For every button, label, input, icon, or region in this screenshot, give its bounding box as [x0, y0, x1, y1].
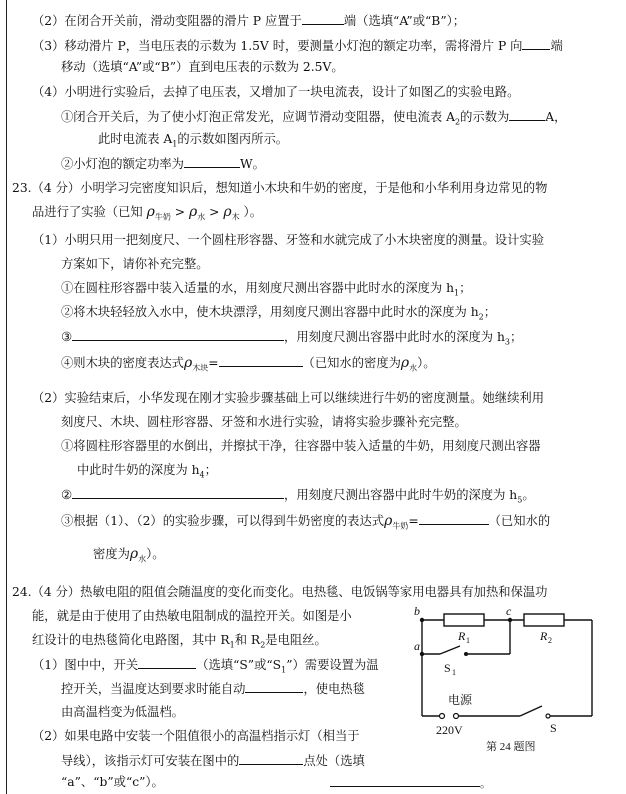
node-c [508, 618, 512, 622]
answer-blank[interactable] [419, 512, 489, 525]
node-b [420, 618, 424, 622]
label-source: 电源 [448, 693, 473, 707]
label-r1-sub: 1 [466, 636, 470, 645]
q23-step1: ①在圆柱形容器中装入适量的水，用刻度尺测出容器中此时水的深度为 $h_1$； [61, 281, 472, 298]
q24-heading-line2: 能，就是由于使用了由热敏电阻制成的温控开关。如图是小 [32, 609, 352, 623]
q22-part4-step1: ①闭合开关后，为了使小灯泡正常发光，应调节滑动变阻器，使电流表 $A_2$的示数为 A， [61, 110, 567, 127]
q23-heading: 23.（4 分）小明学习完密度知识后，想知道小木块和牛奶的密度，于是他和小华利用身边常见的物 [12, 181, 548, 195]
q22-part4-step2: ②小灯泡的额定功率为 W。 [61, 157, 265, 171]
answer-blank[interactable] [522, 37, 550, 50]
answer-blank[interactable] [219, 354, 303, 367]
q23-step2: ②将木块轻轻放入水中，使木块漂浮，用刻度尺测出容器中此时水的深度为 $h_2$； [61, 305, 497, 322]
answer-blank[interactable] [302, 12, 344, 25]
q23-step3: ③ ，用刻度尺测出容器中此时水的深度为 $h_3$； [61, 330, 523, 347]
resistor-r2 [524, 614, 564, 626]
q24-part1-line3: 由高温档变为低温档。 [61, 705, 184, 719]
q23-heading-line2: 品进行了实验（已知 $\rho_{牛奶} > \rho_水 > \rho_木$ ）。 [32, 204, 262, 222]
label-s1: S [444, 661, 451, 675]
label-s1-sub: 1 [452, 668, 456, 677]
q23-part2-line2: 刻度尺、木块、圆柱形容器、牙签和水进行实验，请将实验步骤补充完整。 [61, 415, 467, 429]
answer-blank[interactable] [138, 656, 196, 669]
q22-part3-line2: 移动（选填“A”或“B”）直到电压表的示数为 2.5V。 [61, 60, 344, 74]
q22-part4-step1-line2: 此时电流表 $A_1$的示数如图丙所示。 [98, 132, 289, 149]
q23-milk-step1-line2: 中此时牛奶的深度为 $h_4$； [77, 463, 217, 480]
answer-blank[interactable] [72, 486, 284, 499]
q24-part1: （1）图中中，开关 （选填“S”或“$S_1$”）需要设置为温 [32, 658, 379, 675]
figure-caption: 第 24 题图 [486, 741, 536, 753]
q24-part2: （2）如果电路中安装一个阻值很小的高温档指示灯（相当于 [32, 729, 360, 743]
label-a: a [414, 639, 420, 653]
q22-part2: （2）在闭合开关前，滑动变阻器的滑片 P 应置于 端（选填“A”或“B”）； [32, 14, 466, 28]
label-s: S [550, 721, 557, 735]
q24-heading-line3: 红设计的电热毯简化电路图，其中 $R_1$和 $R_2$是电阻丝。 [32, 633, 327, 650]
q24-heading: 24.（4 分）热敏电阻的阻值会随温度的变化而变化。电热毯、电饭锅等家用电器具有加热和保温功 [12, 585, 548, 599]
q23-part1: （1）小明只用一把刻度尺、一个圆柱形容器、牙签和水就完成了小木块密度的测量。设计实验 [32, 233, 544, 247]
node-a [420, 652, 424, 656]
label-r2-sub: 2 [548, 636, 552, 645]
q23-part2: （2）实验结束后，小华发现在刚才实验步骤基础上可以继续进行牛奶的密度测量。她继续利用 [32, 391, 544, 405]
answer-blank[interactable] [245, 680, 303, 693]
q23-milk-step3: ③根据（1）、（2）的实验步骤，可以得到牛奶密度的表达式$\rho_{牛奶}=$ （已知水的 [61, 513, 551, 531]
label-b: b [414, 604, 420, 618]
resistor-r1 [444, 614, 484, 626]
answer-blank[interactable] [509, 108, 545, 121]
q24-part3: 。 [330, 774, 491, 792]
label-r1: R [458, 629, 466, 643]
circuit-diagram [400, 604, 610, 754]
q23-milk-step3-line2: 密度为$\rho_水$）。 [93, 546, 165, 564]
answer-blank[interactable] [184, 155, 240, 168]
label-c: c [506, 604, 512, 618]
q24-part2-line3: “a”、“b”或“c”）。 [61, 775, 164, 789]
q23-milk-step1: ①将圆柱形容器里的水倒出，并擦拭干净，往容器中装入适量的牛奶，用刻度尺测出容器 [61, 439, 541, 453]
q22-part3: （3）移动滑片 P，当电压表的示数为 1.5V 时，要测量小灯泡的额定功率，需将滑片 P 向 端 [32, 39, 563, 53]
answer-blank[interactable] [330, 774, 480, 787]
page-margin-line [6, 0, 7, 794]
label-voltage: 220V [436, 723, 463, 737]
q23-part1-line2: 方案如下，请你补充完整。 [61, 257, 209, 271]
answer-blank[interactable] [239, 752, 303, 765]
label-r2: R [540, 629, 548, 643]
q23-milk-step2: ② ，用刻度尺测出容器中此时牛奶的深度为 $h_5$。 [61, 488, 535, 505]
q24-part1-line2: 控开关，当温度达到要求时能自动 ，使电热毯 [61, 682, 365, 696]
answer-blank[interactable] [72, 328, 284, 341]
q24-part2-line2: 导线），该指示灯可安装在图中的 点处（选填 [61, 754, 365, 768]
q23-step4: ④则木块的密度表达式$\rho_{木块}=$ （已知水的密度为$\rho_水$）。 [61, 355, 436, 373]
q22-part4: （4）小明进行实验后，去掉了电压表，又增加了一块电流表，设计了如图乙的实验电路。 [32, 85, 520, 99]
